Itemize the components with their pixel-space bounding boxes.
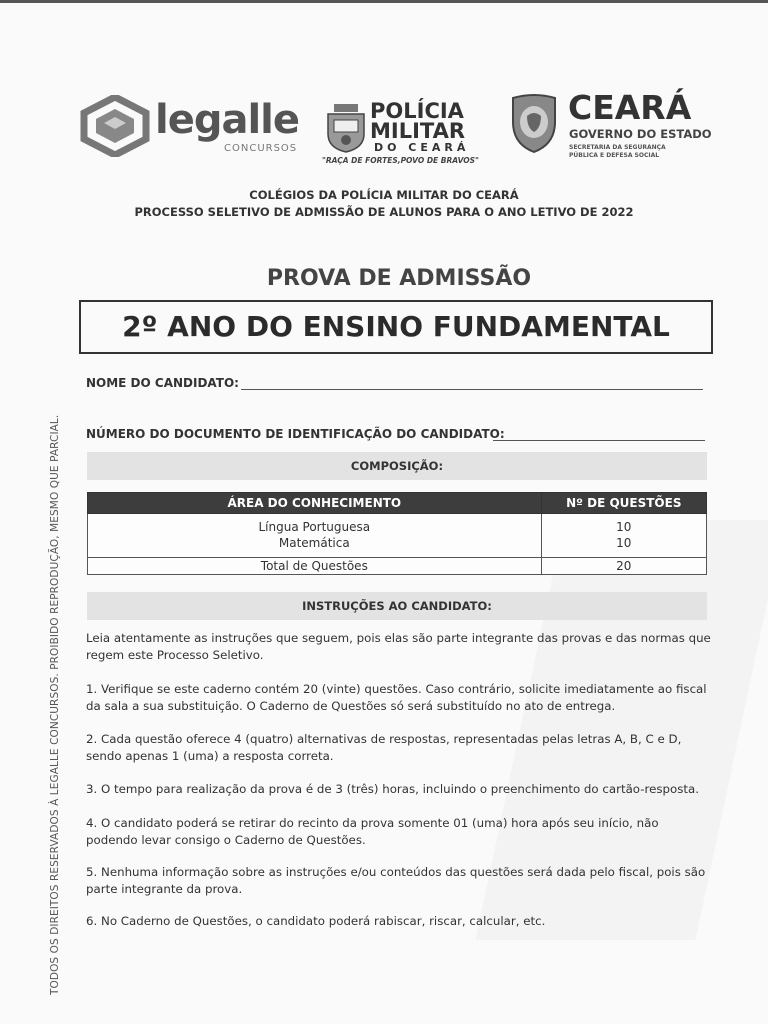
header-area: ÁREA DO CONHECIMENTO	[88, 493, 542, 514]
area-cell	[88, 514, 542, 558]
ceara-shield-icon	[507, 92, 561, 154]
header-line2: PROCESSO SELETIVO DE ADMISSÃO DE ALUNOS PARA O ANO LETIVO DE 2022	[134, 205, 634, 219]
instrucao-3: 3. O tempo para realização da prova é de 3 (três) horas, incluindo o preenchimento do cartão-resposta.	[86, 782, 699, 796]
header-questoes: Nº DE QUESTÕES	[541, 493, 706, 514]
policia-militar-logo	[322, 100, 482, 166]
legalle-cube-icon	[80, 95, 150, 157]
legalle-logo	[80, 95, 310, 157]
policia-motto: "RAÇA DE FORTES,POVO DE BRAVOS"	[322, 156, 479, 165]
instrucao-6: 6. No Caderno de Questões, o candidato poderá rabiscar, riscar, calcular, etc.	[86, 914, 546, 928]
ceara-governo: GOVERNO DO ESTADO	[569, 127, 712, 141]
instrucao-2: 2. Cada questão oferece 4 (quatro) alternativas de respostas, representadas pelas letras A, B, C e D, sendo apenas 1 (uma) a resposta correta.	[86, 732, 682, 763]
instrucoes-label: INSTRUÇÕES AO CANDIDATO:	[302, 599, 492, 613]
area-matematica: Matemática	[278, 536, 350, 550]
composicao-band	[87, 452, 707, 480]
ceara-government-logo	[507, 90, 727, 160]
count-cell	[541, 514, 706, 558]
top-border	[0, 0, 768, 3]
composicao-label: COMPOSIÇÃO:	[350, 459, 444, 473]
table-row	[88, 514, 707, 558]
documento-field[interactable]	[493, 440, 705, 441]
ceara-secretaria-line1: SECRETARIA DA SEGURANÇA	[569, 144, 666, 151]
composicao-table	[87, 492, 707, 575]
count-matematica: 10	[616, 536, 632, 550]
instrucao-4: 4. O candidato poderá se retirar do recinto da prova somente 01 (uma) hora após seu início, não podendo levar consigo o Caderno de Questões.	[86, 816, 659, 847]
legalle-subtitle: CONCURSOS	[224, 143, 298, 154]
grade-title: 2º ANO DO ENSINO FUNDAMENTAL	[122, 310, 670, 343]
area-portugues: Língua Portuguesa	[258, 520, 371, 534]
policia-line1: POLÍCIA	[370, 99, 464, 123]
table-header-row	[88, 493, 707, 514]
total-label: Total de Questões	[88, 558, 542, 575]
nome-field[interactable]	[241, 389, 703, 390]
copyright-notice: TODOS OS DIREITOS RESERVADOS À LEGALLE CONCURSOS. PROIBIDO REPRODUÇÃO, MESMO QUE PARCIAL.	[49, 414, 61, 995]
count-portugues: 10	[616, 520, 632, 534]
page-title: PROVA DE ADMISSÃO	[266, 266, 532, 291]
policia-line3: DO CEARÁ	[374, 141, 470, 154]
ceara-secretaria-line2: PÚBLICA E DEFESA SOCIAL	[569, 152, 660, 159]
documento-label: NÚMERO DO DOCUMENTO DE IDENTIFICAÇÃO DO CANDIDATO:	[86, 427, 505, 441]
instrucoes-intro: Leia atentamente as instruções que seguem, pois elas são parte integrante das provas e das normas que regem este Processo Seletivo.	[86, 631, 711, 662]
instrucao-5: 5. Nenhuma informação sobre as instruções e/ou conteúdos das questões será dada pelo fiscal, pois são parte integrante da prova.	[86, 865, 706, 896]
header-line1: COLÉGIOS DA POLÍCIA MILITAR DO CEARÁ	[249, 188, 519, 202]
policia-line2: MILITAR	[370, 119, 466, 143]
ceara-wordmark: CEARÁ	[568, 88, 692, 127]
grade-box	[79, 300, 713, 354]
policia-militar-crest-icon	[324, 102, 368, 154]
legalle-wordmark: legalle	[155, 97, 300, 143]
nome-label: NOME DO CANDIDATO:	[86, 376, 239, 390]
instrucoes-band	[87, 592, 707, 620]
total-value: 20	[541, 558, 706, 575]
table-total-row	[88, 558, 707, 575]
instrucao-1: 1. Verifique se este caderno contém 20 (vinte) questões. Caso contrário, solicite imediatamente ao fiscal da sala a sua substituição. O Caderno de Questões só será substituído no ato de entrega.	[86, 682, 707, 713]
